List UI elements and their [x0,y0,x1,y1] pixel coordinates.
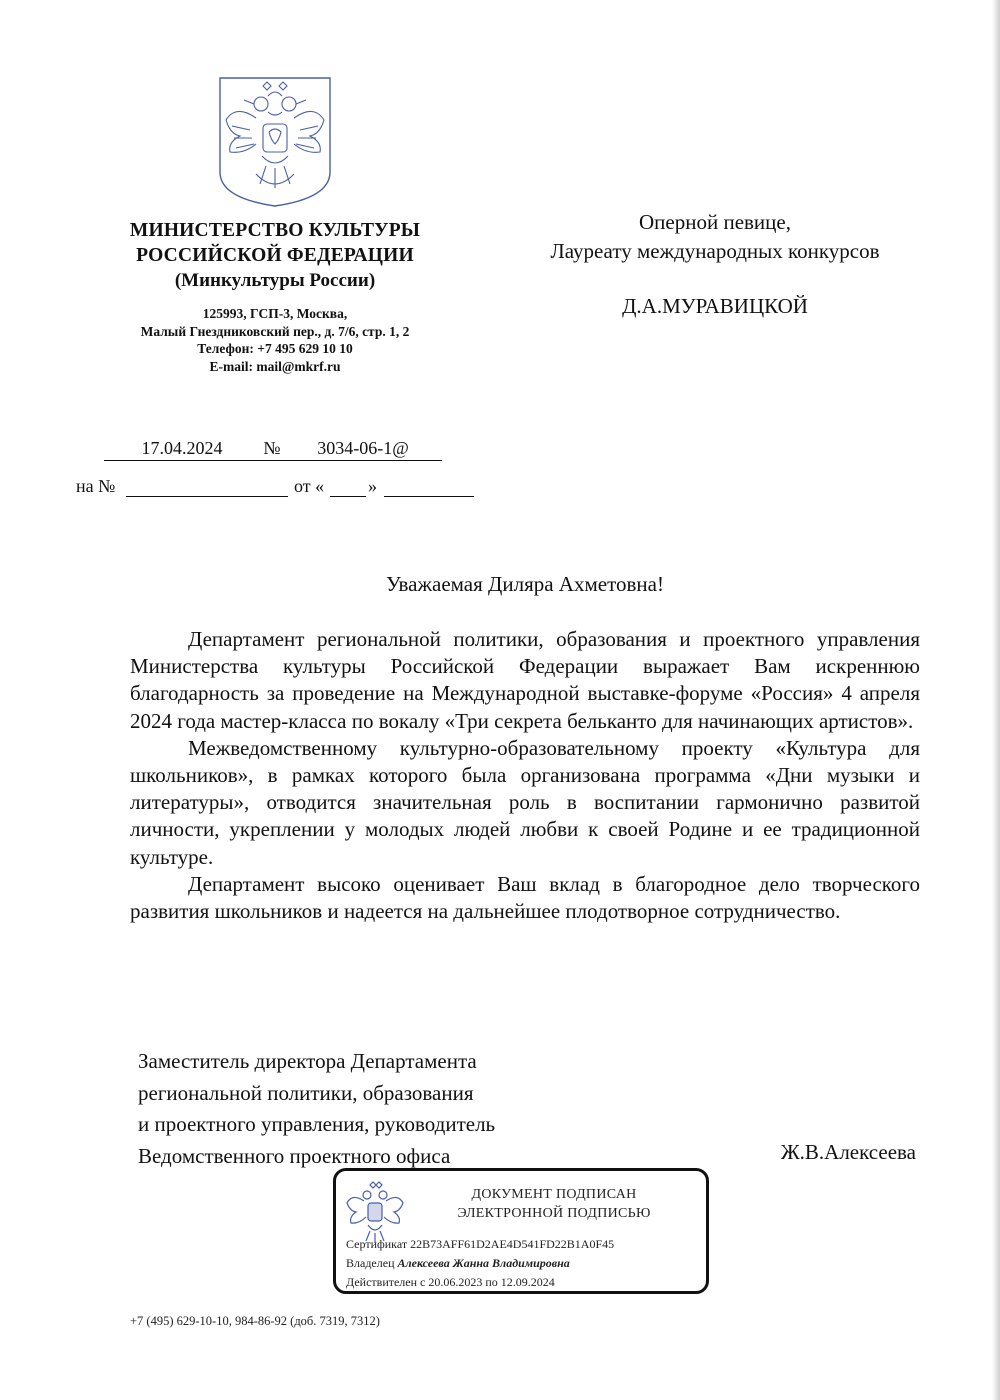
registration-line [104,438,444,464]
signer-position-line4: Ведомственного проектного офиса [138,1143,451,1168]
email-line: E-mail: mail@mkrf.ru [209,358,341,374]
ministry-address [92,305,458,375]
stamp-owner-row [346,1256,570,1271]
stamp-title-line1: ДОКУМЕНТ ПОДПИСАН [471,1187,637,1202]
registration-date: 17.04.2024 [104,438,260,461]
stamp-certificate-row [346,1237,614,1252]
addressee-block [520,208,910,321]
ref-prefix: на № [76,476,116,496]
address-line2: Малый Гнездниковский пер., д. 7/6, стр. 1, 2 [140,323,410,339]
ref-from-label: от « [294,476,325,496]
certificate-label: Сертификат [346,1237,408,1251]
salutation: Уважаемая Диляра Ахметовна! [386,572,664,596]
coat-of-arms-icon [344,1179,406,1245]
signer-name: Ж.В.Алексеева [780,1140,916,1164]
signer-position-line1: Заместитель директора Департамента [138,1049,477,1073]
addressee-line2: Лауреату международных конкурсов [550,239,880,263]
footer-phone: +7 (495) 629-10-10, 984-86-92 (доб. 7319, 7312) [130,1314,380,1328]
page-edge-shadow [992,0,1000,1400]
body-paragraph: Межведомственному культурно-образовательному проекту «Культура для школьников», в рамках которого была организована программа «Дни музыки и литературы», отводится значительная роль в воспитании гармонично развитой личности, укреплении у молодых людей любви к своей Родине и ее традиционной культуре. [130,735,920,869]
body-paragraph: Департамент высоко оценивает Ваш вклад в благородное дело творческого развития школьников и надеется на дальнейшее плодотворное сотрудничество. [130,871,920,924]
valid-from-label: с [420,1275,426,1289]
addressee-name: Д.А.МУРАВИЦКОЙ [622,294,808,318]
ministry-name-line2: РОССИЙСКОЙ ФЕДЕРАЦИИ [136,245,414,266]
valid-to: 12.09.2024 [500,1275,555,1289]
stamp-validity-row [346,1275,555,1290]
ref-date-blank [384,476,474,497]
letter-body [130,626,920,925]
number-sign: № [260,438,284,461]
reference-line [76,476,496,502]
signer-position-line2: региональной политики, образования [138,1080,474,1105]
ref-number-blank [126,476,288,497]
ministry-name-line1: МИНИСТЕРСТВО КУЛЬТУРЫ [129,220,421,241]
valid-label: Действителен [346,1275,418,1289]
ministry-short-name: (Минкультуры России) [174,270,376,291]
e-signature-stamp [333,1168,709,1294]
addressee-line1: Оперной певице, [639,210,791,234]
phone-line: Телефон: +7 495 629 10 10 [197,341,353,356]
owner-value: Алексеева Жанна Владимировна [397,1256,570,1270]
signer-position-line3: и проектного управления, руководитель [138,1112,496,1136]
stamp-title [414,1185,694,1223]
ref-day-blank [330,476,366,497]
registration-number: 3034-06-1@ [284,438,442,461]
valid-to-label: по [485,1275,498,1289]
body-paragraph: Департамент региональной политики, образования и проектного управления Министерства культуры Российской Федерации выражает Вам искреннюю благодарность за проведение на Международной выставке-форуме «Россия» 4 апреля 2024 года мастер-класса по вокалу «Три секрета бельканто для начинающих артистов». [130,627,920,733]
stamp-title-line2: ЭЛЕКТРОННОЙ ПОДПИСЬЮ [457,1206,651,1221]
ref-close-quote: » [368,476,377,496]
address-line1: 125993, ГСП-3, Москва, [202,306,348,321]
ministry-header [92,218,458,293]
coat-of-arms-icon [216,74,334,210]
valid-from: 20.06.2023 [428,1275,483,1289]
owner-label: Владелец [346,1256,395,1270]
signer-position [138,1046,495,1172]
certificate-value: 22B73AFF61D2AE4D541FD22B1A0F45 [410,1237,615,1251]
